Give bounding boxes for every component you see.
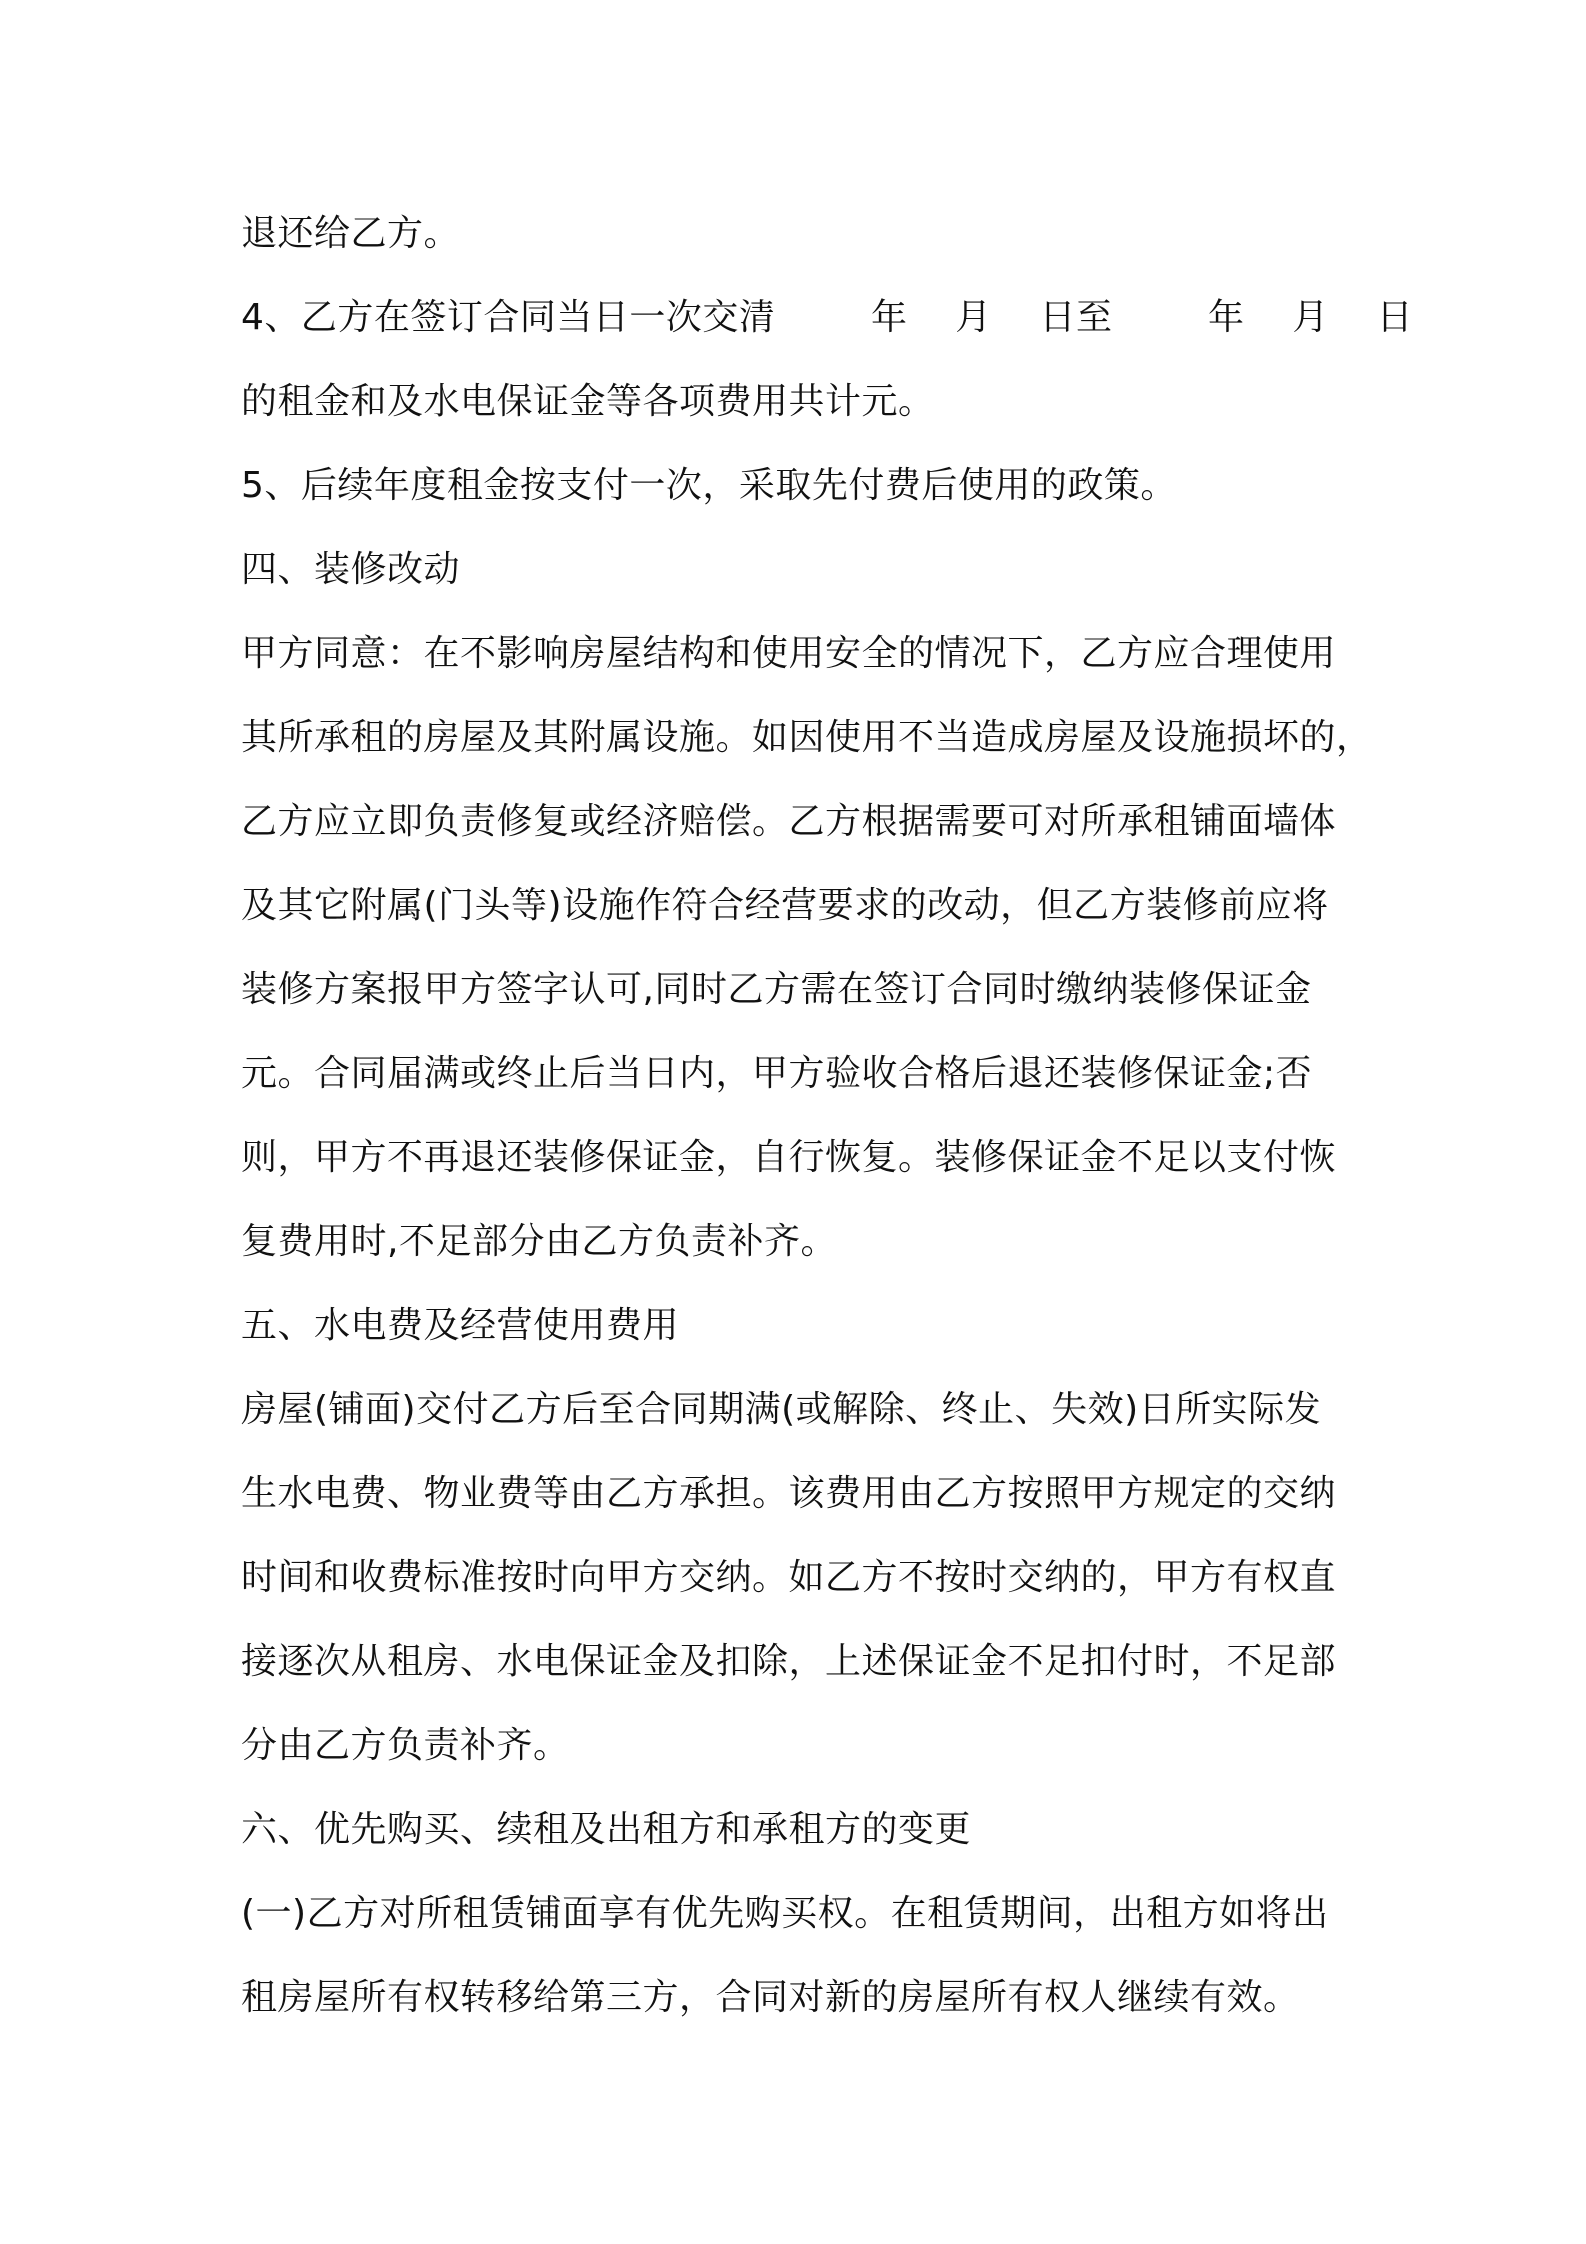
document-body: [241, 192, 1414, 2040]
text-line-22: 租房屋所有权转移给第三方，合同对新的房屋所有权人继续有效。: [241, 1977, 1300, 2018]
text-line-13: 复费用时,不足部分由乙方负责补齐。: [241, 1221, 837, 1262]
text-line-6: 甲方同意：在不影响房屋结构和使用安全的情况下，乙方应合理使用: [241, 633, 1337, 674]
text-line-2: 4、乙方在签订合同当日一次交清 年 月 日至 年 月 日: [241, 297, 1414, 338]
text-line-10: 装修方案报甲方签字认可,同时乙方需在签订合同时缴纳装修保证金: [241, 969, 1312, 1010]
section-heading-6: 六、优先购买、续租及出租方和承租方的变更: [241, 1809, 972, 1850]
text-line-3: 的租金和及水电保证金等各项费用共计元。: [241, 381, 935, 422]
text-line-11: 元。合同届满或终止后当日内，甲方验收合格后退还装修保证金;否: [241, 1053, 1313, 1094]
text-line-4: 5、后续年度租金按支付一次，采取先付费后使用的政策。: [241, 465, 1177, 506]
text-line-17: 时间和收费标准按时向甲方交纳。如乙方不按时交纳的，甲方有权直: [241, 1557, 1337, 1598]
section-heading-5: 五、水电费及经营使用费用: [241, 1305, 680, 1346]
text-line-1: 退还给乙方。: [241, 213, 461, 254]
text-line-18: 接逐次从租房、水电保证金及扣除，上述保证金不足扣付时，不足部: [241, 1641, 1337, 1682]
text-line-12: 则，甲方不再退还装修保证金，自行恢复。装修保证金不足以支付恢: [241, 1137, 1337, 1178]
text-line-15: 房屋(铺面)交付乙方后至合同期满(或解除、终止、失效)日所实际发: [241, 1389, 1322, 1430]
text-line-9: 及其它附属(门头等)设施作符合经营要求的改动，但乙方装修前应将: [241, 885, 1329, 926]
text-line-8: 乙方应立即负责修复或经济赔偿。乙方根据需要可对所承租铺面墙体: [241, 801, 1337, 842]
text-line-19: 分由乙方负责补齐。: [241, 1725, 570, 1766]
section-heading-4: 四、装修改动: [241, 549, 461, 590]
text-line-7: 其所承租的房屋及其附属设施。如因使用不当造成房屋及设施损坏的，: [241, 717, 1373, 758]
text-line-21: (一)乙方对所租赁铺面享有优先购买权。在租赁期间，出租方如将出: [241, 1893, 1329, 1934]
text-line-16: 生水电费、物业费等由乙方承担。该费用由乙方按照甲方规定的交纳: [241, 1473, 1337, 1514]
